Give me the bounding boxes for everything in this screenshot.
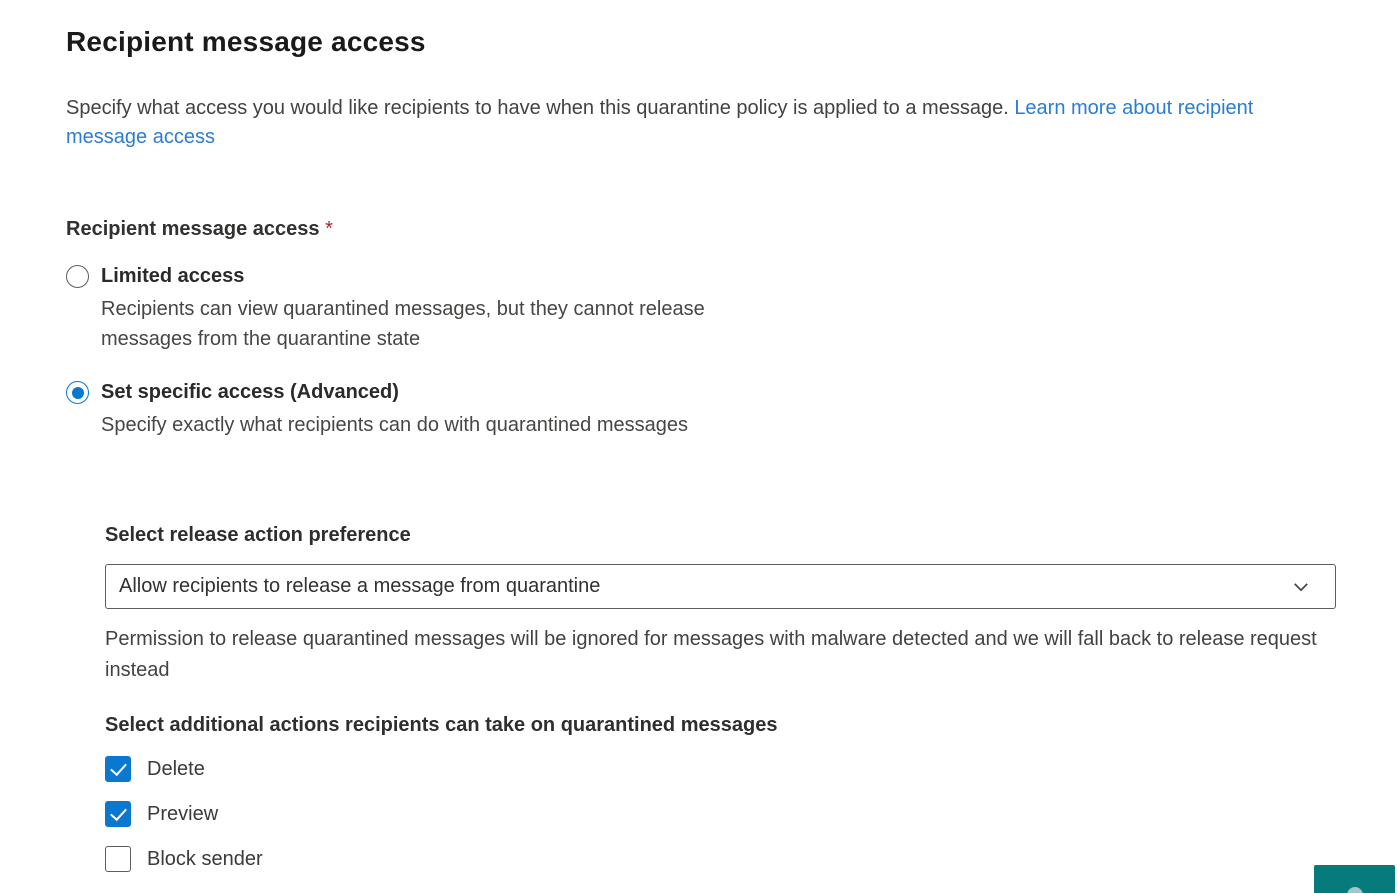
checkbox-label-preview[interactable]: Preview xyxy=(147,802,219,825)
checkbox-block-sender[interactable] xyxy=(105,846,131,872)
advanced-access-subsection xyxy=(105,524,1337,872)
feedback-icon xyxy=(1347,887,1363,893)
checkbox-delete[interactable] xyxy=(105,756,131,782)
radio-option-texts xyxy=(101,264,801,354)
radio-option-texts xyxy=(101,380,688,440)
additional-actions-label: Select additional actions recipients can take on quarantined messages xyxy=(105,714,778,736)
checkbox-label-block-sender[interactable]: Block sender xyxy=(147,847,263,870)
radio-button-set-specific-access[interactable] xyxy=(66,381,89,404)
checkbox-row-preview[interactable] xyxy=(105,801,1337,827)
release-preference-label: Select release action preference xyxy=(105,524,411,546)
checkbox-label-delete[interactable]: Delete xyxy=(147,757,205,780)
radio-option-set-specific-access[interactable] xyxy=(66,380,1337,440)
checkbox-preview[interactable] xyxy=(105,801,131,827)
checkbox-row-block-sender[interactable] xyxy=(105,846,1337,872)
radio-description-set-specific-access: Specify exactly what recipients can do with quarantined messages xyxy=(101,414,688,436)
dropdown-selected-value: Allow recipients to release a message from quarantine xyxy=(119,575,601,597)
learn-more-link[interactable]: Learn more about recipient message access xyxy=(66,97,1254,148)
required-asterisk: * xyxy=(325,218,333,240)
release-preference-dropdown[interactable] xyxy=(105,564,1336,609)
page-description-text: Specify what access you would like recipients to have when this quarantine policy is applied to a message. xyxy=(66,97,1009,119)
radio-label-set-specific-access[interactable]: Set specific access (Advanced) xyxy=(101,381,399,403)
recipient-access-field-label xyxy=(66,218,1337,241)
page-description xyxy=(66,94,1337,152)
release-note: Permission to release quarantined messages will be ignored for messages with malware detected and we will fall back to release request instead xyxy=(105,628,1317,681)
checkbox-row-delete[interactable] xyxy=(105,756,1337,782)
feedback-button[interactable] xyxy=(1314,865,1395,893)
radio-button-limited-access[interactable] xyxy=(66,265,89,288)
radio-label-limited-access[interactable]: Limited access xyxy=(101,265,245,287)
page-title: Recipient message access xyxy=(66,26,426,57)
radio-description-limited-access: Recipients can view quarantined messages, but they cannot release messages from the quarantine state xyxy=(101,298,705,350)
chevron-down-icon[interactable] xyxy=(1291,577,1311,597)
recipient-access-label-text: Recipient message access xyxy=(66,218,320,240)
radio-option-limited-access[interactable] xyxy=(66,264,1337,354)
